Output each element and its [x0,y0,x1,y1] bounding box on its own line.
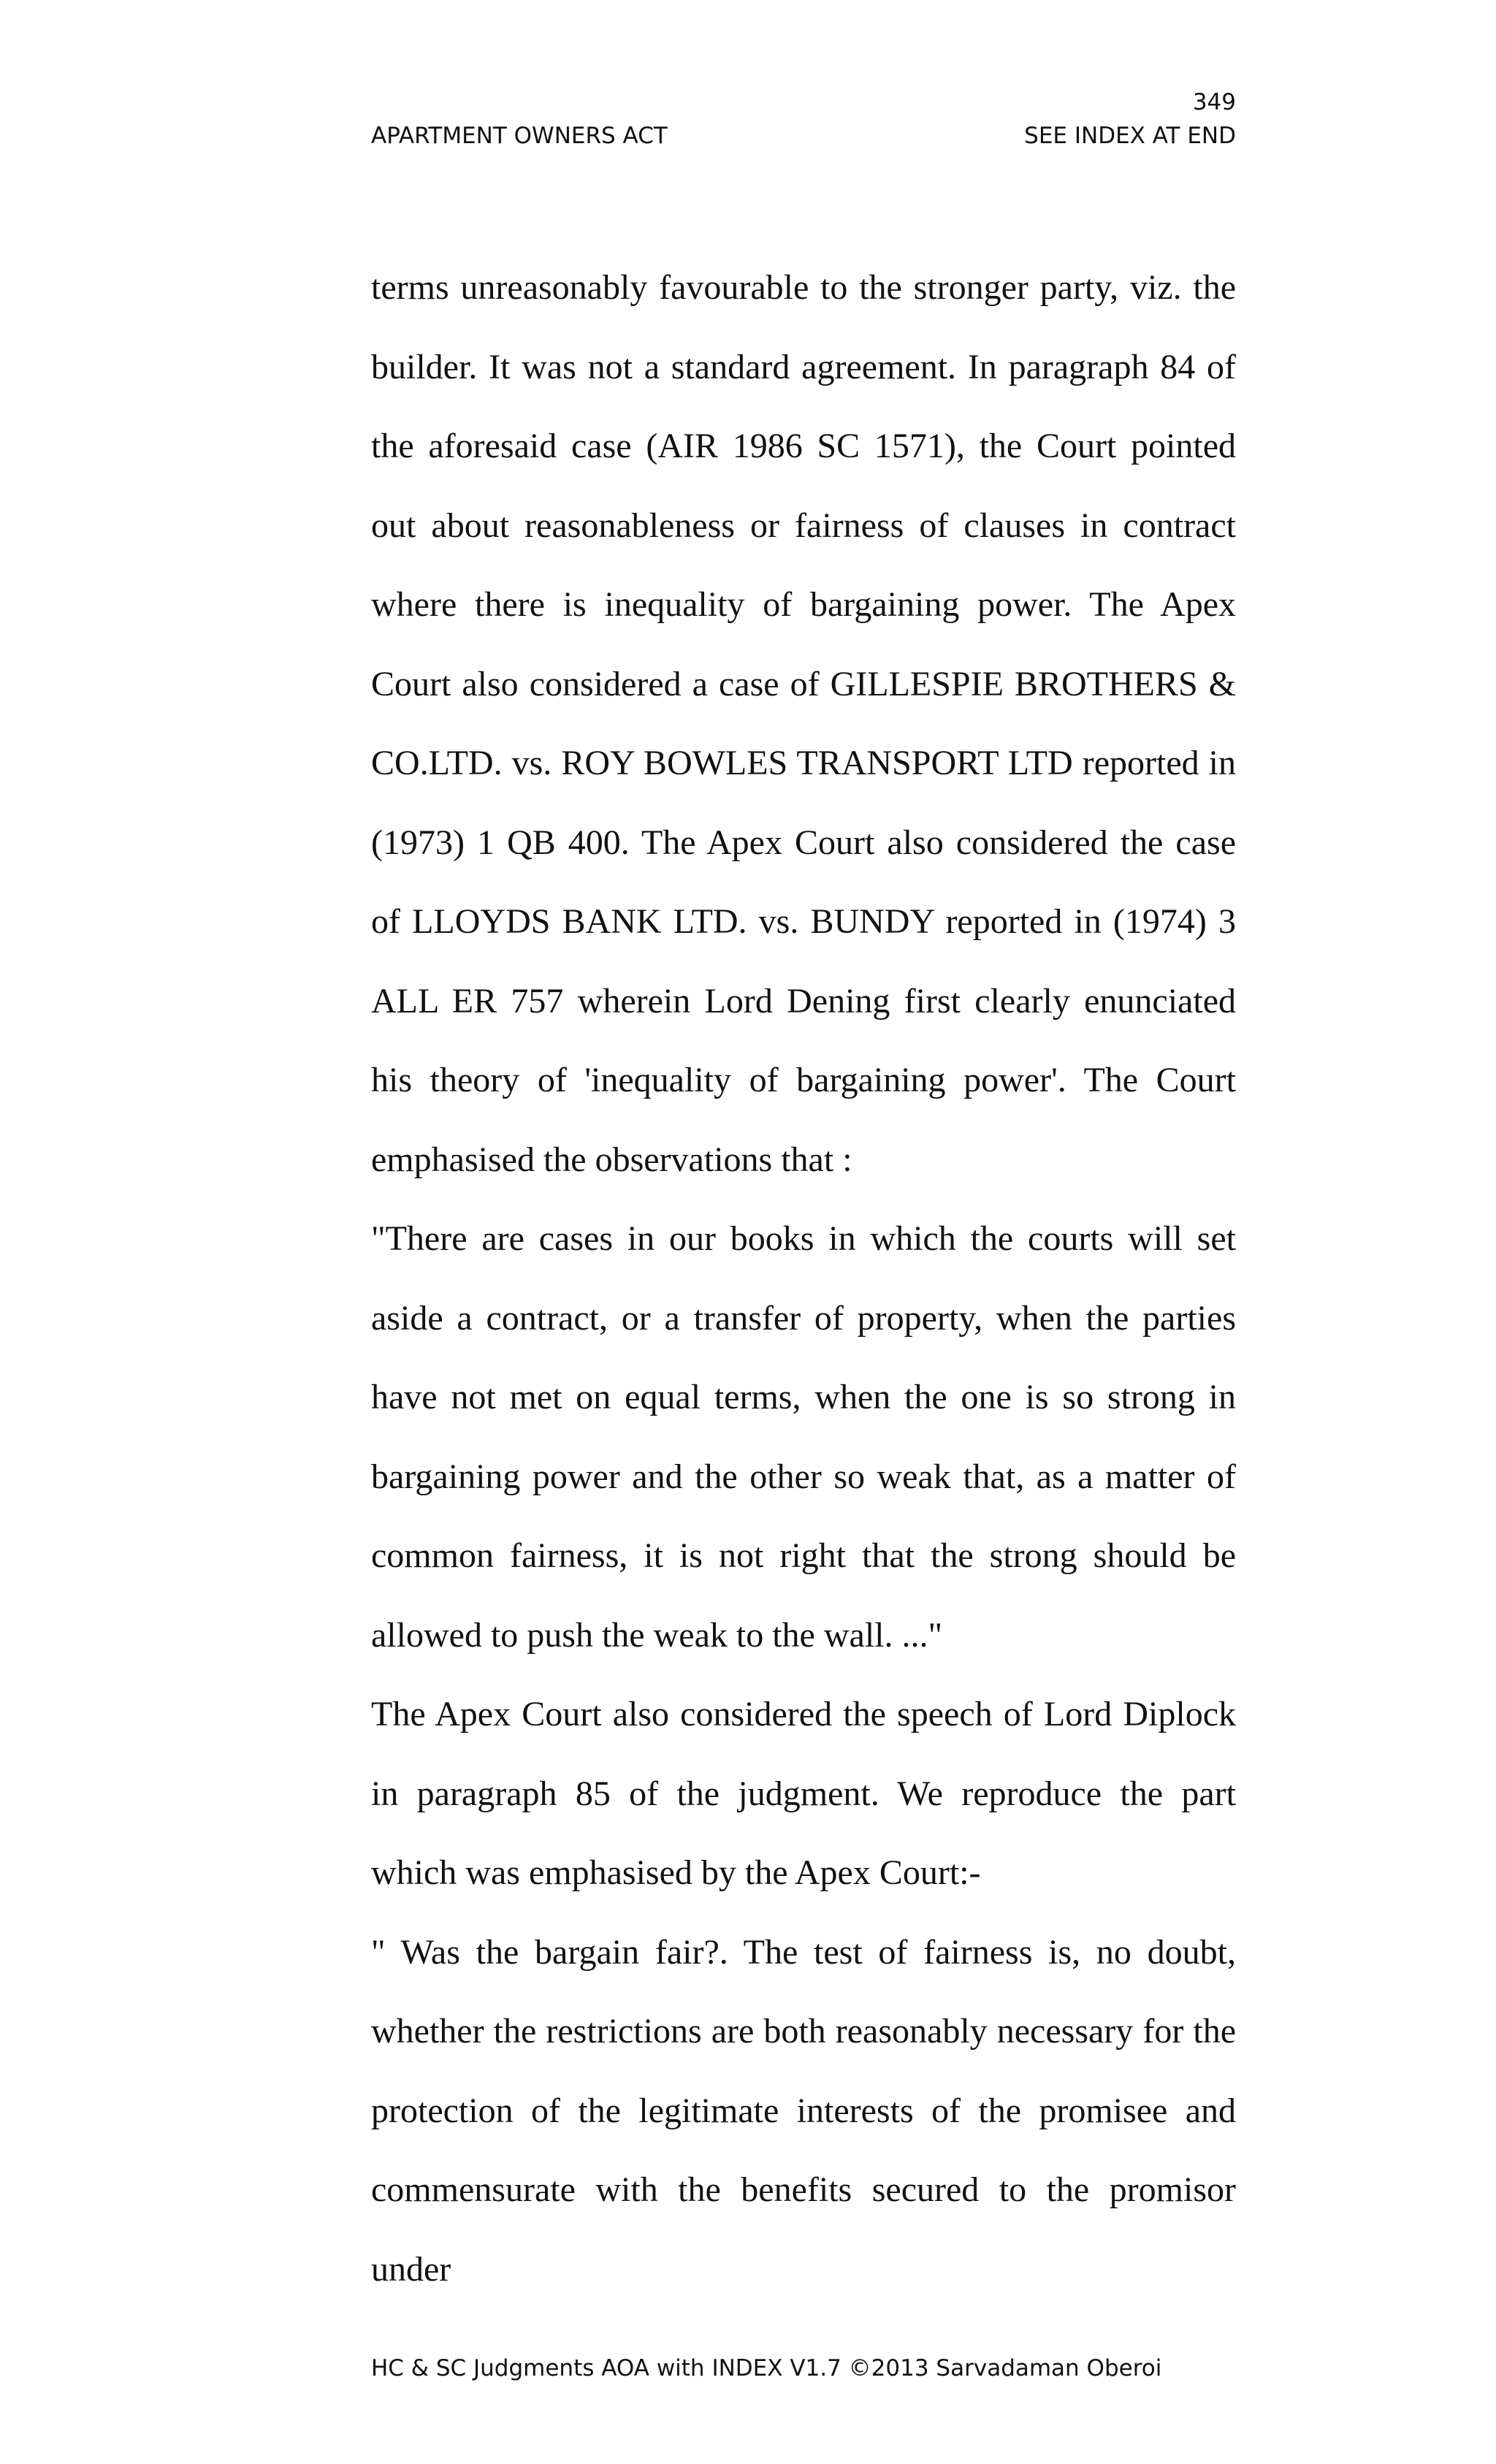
running-title: APARTMENT OWNERS ACT [371,123,668,149]
page-footer: HC & SC Judgments AOA with INDEX V1.7 ©2013 Sarvadaman Oberoi [371,2355,1162,2381]
index-note: SEE INDEX AT END [1024,123,1236,149]
paragraph-1: terms unreasonably favourable to the stronger party, viz. the builder. It was not a standard agreement. In paragraph 84 of the aforesaid case (AIR 1986 SC 1571), the Court pointed out about reasonableness or fairness of clauses in contract where there is inequality of bargaining power. The Apex Court also considered a case of GILLESPIE BROTHERS & CO.LTD. vs. ROY BOWLES TRANSPORT LTD reported in (1973) 1 QB 400. The Apex Court also considered the case of LLOYDS BANK LTD. vs. BUNDY reported in (1974) 3 ALL ER 757 wherein Lord Dening first clearly enunciated his theory of 'inequality of bargaining power'. The Court emphasised the observations that : [371,268,1236,1179]
quote-paragraph-2: " Was the bargain fair?. The test of fairness is, no doubt, whether the restrictions are both reasonably necessary for the protection of the legitimate interests of the promisee and commensurate with the benefits secured to the promisor under [371,1932,1236,2289]
document-body [371,248,1236,2309]
paragraph-2: The Apex Court also considered the speech of Lord Diplock in paragraph 85 of the judgment. We reproduce the part which was emphasised by the Apex Court:- [371,1695,1236,1892]
page-number: 349 [1192,89,1236,115]
quote-paragraph-1: "There are cases in our books in which the courts will set aside a contract, or a transfer of property, when the parties have not met on equal terms, when the one is so strong in bargaining power and the other so weak that, as a matter of common fairness, it is not right that the strong should be allowed to push the weak to the wall. ..." [371,1219,1236,1655]
